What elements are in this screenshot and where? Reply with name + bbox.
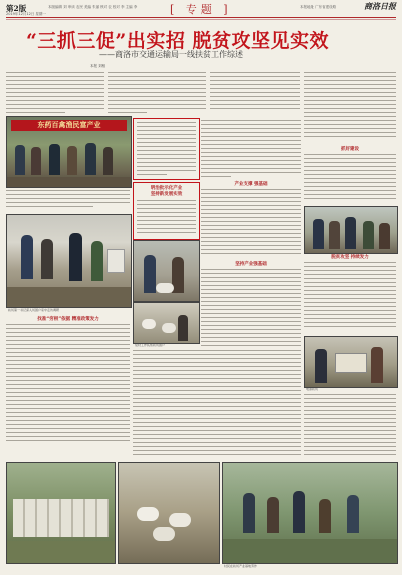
- person-figure: [49, 144, 60, 175]
- person-figure: [345, 217, 356, 249]
- photo-ecommerce: [304, 336, 398, 388]
- ground: [7, 287, 131, 307]
- page-date: 2019年12月12日 星期一: [6, 12, 46, 16]
- right-column-text-4: [304, 394, 396, 458]
- photo-farm-3: [222, 462, 398, 564]
- sheep: [162, 323, 176, 333]
- sheep: [153, 527, 175, 541]
- sheep: [142, 319, 156, 329]
- person-figure: [41, 239, 53, 279]
- person-figure: [69, 233, 82, 281]
- byline: 本报 刘相: [90, 64, 106, 68]
- photo-caption-1: 扶贫第一书记深入贫困户家中走访调研: [8, 308, 60, 312]
- banner-sign: 东药百禽渔民富产业: [11, 120, 127, 131]
- photo-caption-3: 电商扶贫: [306, 387, 319, 391]
- left-paragraph-1: [6, 190, 130, 212]
- person-figure: [363, 221, 374, 249]
- photo-farm-1: [6, 462, 116, 564]
- photo-meeting: [304, 206, 398, 254]
- person-figure: [371, 347, 383, 383]
- section-label: [ 专题 ]: [170, 3, 232, 16]
- person-figure: [313, 219, 324, 249]
- person-figure: [144, 255, 156, 293]
- person-figure: [319, 499, 331, 533]
- person-figure: [85, 143, 96, 175]
- person-figure: [91, 241, 103, 281]
- person-figure: [21, 235, 33, 279]
- center-paragraph-3: [201, 269, 301, 349]
- person-figure: [31, 147, 41, 175]
- photo-villagers: [133, 240, 200, 302]
- headline-main: “三抓三促”出实招 脱贫攻坚见实效: [26, 30, 329, 52]
- sidebar-box-2: [133, 182, 200, 240]
- person-figure: [315, 349, 327, 383]
- left-paragraph-2: [6, 324, 130, 444]
- subhead-right-2: 脱贫攻坚 持续发力: [331, 255, 369, 260]
- photo-caption-4: 村民在扶贫产业基地劳作: [224, 564, 258, 568]
- person-figure: [178, 315, 188, 341]
- center-paragraph-4: [133, 350, 301, 460]
- person-figure: [67, 146, 77, 175]
- person-figure: [103, 147, 113, 175]
- page-number: 第2版: [6, 4, 27, 13]
- right-column-top-text: [304, 72, 396, 142]
- banner-photo: [6, 116, 132, 188]
- photo-caption-2: 驻村工作队帮扶贫困户: [135, 343, 166, 347]
- subhead-left-1: 找准“穷根”依据 精准政策发力: [37, 317, 99, 322]
- photo-farm-2: [118, 462, 220, 564]
- photo-field-visit: [6, 214, 132, 308]
- header-right-meta: 本报地址 广东省建设路: [300, 5, 337, 9]
- sidebar-subhead-1: 明治批示化产业: [150, 186, 183, 191]
- right-column-text-3: [304, 262, 396, 332]
- header-rule-thin: [6, 19, 396, 20]
- center-paragraph-2: [201, 189, 301, 259]
- table: [335, 353, 367, 373]
- intro-paragraph-3: [210, 72, 300, 116]
- person-figure: [347, 495, 359, 533]
- sheep: [169, 513, 191, 527]
- crate: [107, 249, 125, 273]
- person-figure: [329, 221, 340, 249]
- ground: [7, 541, 115, 563]
- sheep: [137, 507, 159, 521]
- ground: [7, 177, 131, 187]
- person-figure: [15, 145, 25, 175]
- sidebar-subhead-2: 坚持新发展实效: [150, 192, 183, 197]
- center-paragraph-1: [201, 120, 301, 180]
- intro-paragraph-2: [108, 72, 206, 116]
- subhead-center-1: 产业支撑 强基础: [234, 182, 268, 187]
- page-editors: 本版编辑 刘 审读 农民 美编 朱丽 核对 农 校对 李 主编 李: [48, 5, 138, 9]
- subhead-center-2: 坚持产业强基础: [235, 262, 267, 267]
- greenhouse: [13, 499, 109, 537]
- masthead-logo: 商洛日报: [364, 1, 396, 11]
- person-figure: [293, 491, 305, 533]
- header-rule: [6, 17, 396, 18]
- photo-livestock: [133, 302, 200, 344]
- ground: [223, 539, 397, 563]
- subhead-right-1: 抓好建设: [341, 147, 359, 152]
- person-figure: [243, 493, 255, 533]
- person-figure: [267, 497, 279, 533]
- person-figure: [379, 223, 390, 249]
- sidebar-box-1: [133, 118, 200, 180]
- sheep: [156, 283, 174, 293]
- intro-paragraph-1: [6, 72, 104, 116]
- headline-sub: ——商洛市交通运输局一线扶贫工作综述: [99, 50, 243, 59]
- right-column-text-2: [304, 154, 396, 204]
